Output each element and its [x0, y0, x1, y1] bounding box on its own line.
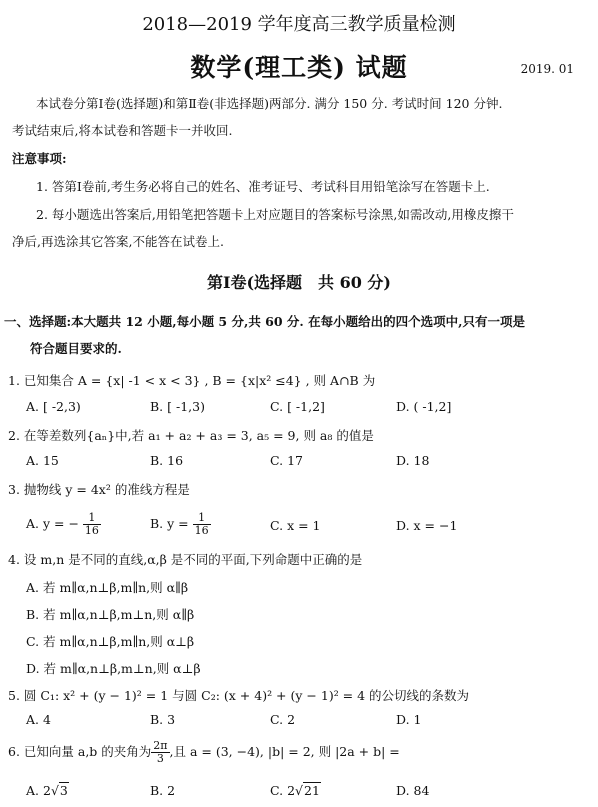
question-4-option-a: A. 若 m∥α,n⊥β,m∥n,则 α∥β — [26, 580, 189, 595]
notes-heading: 注意事项: — [12, 151, 67, 166]
question-3-option-b — [150, 512, 211, 537]
question-6-option-c — [270, 783, 321, 798]
fraction — [83, 512, 101, 537]
question-6-stem-suffix: ,且 a = (3, −4), |b| = 2, 则 |2a + b| = — [169, 744, 400, 760]
question-5-option-b: B. 3 — [150, 712, 176, 727]
question-1-option-d: D. ( -1,2] — [396, 399, 452, 414]
question-2-stem: 2. 在等差数列{aₙ}中,若 a₁ + a₂ + a₃ = 3, a₅ = 9, 则 a₈ 的值是 — [8, 428, 374, 443]
question-4-option-c: C. 若 m∥α,n⊥β,m∥n,则 α⊥β — [26, 634, 195, 649]
fraction-numerator: 1 — [193, 512, 211, 525]
exam-date: 2019. 01 — [520, 62, 574, 76]
option-a-prefix: A. 2 — [26, 783, 51, 798]
question-4-stem: 4. 设 m,n 是不同的直线,α,β 是不同的平面,下列命题中正确的是 — [8, 552, 363, 567]
note-2-line2: 净后,再选涂其它答案,不能答在试卷上. — [12, 234, 224, 249]
section-instruction-line2: 符合题目要求的. — [30, 341, 122, 356]
question-3-option-a — [26, 512, 101, 537]
sqrt-sign: √ — [295, 783, 303, 798]
question-1-option-b: B. [ -1,3) — [150, 399, 205, 414]
radicand: 21 — [304, 783, 320, 798]
question-6-stem — [8, 740, 400, 765]
question-4-option-b: B. 若 m∥α,n⊥β,m⊥n,则 α∥β — [26, 607, 195, 622]
option-a-prefix: A. y = − — [26, 516, 79, 532]
intro-line1: 本试卷分第Ⅰ卷(选择题)和第Ⅱ卷(非选择题)两部分. 满分 150 分. 考试时间 120 分钟. — [36, 96, 503, 111]
question-2-option-a: A. 15 — [26, 453, 59, 468]
question-5-option-a: A. 4 — [26, 712, 51, 727]
exam-title-line1: 2018—2019 学年度高三教学质量检测 — [142, 14, 456, 35]
question-1-option-a: A. [ -2,3) — [26, 399, 81, 414]
fraction-numerator: 2π — [153, 739, 168, 752]
fraction-denominator: 3 — [156, 752, 164, 766]
option-b-prefix: B. y = — [150, 516, 189, 532]
intro-line2: 考试结束后,将本试卷和答题卡一并收回. — [12, 123, 233, 138]
question-5-option-c: C. 2 — [270, 712, 296, 727]
fraction-denominator: 16 — [84, 524, 99, 538]
question-1-stem: 1. 已知集合 A = {x| -1 < x < 3} , B = {x|x² ≤4} , 则 A∩B 为 — [8, 373, 376, 388]
fraction — [151, 740, 169, 765]
question-2-option-b: B. 16 — [150, 453, 184, 468]
question-6-option-a — [26, 783, 69, 798]
sqrt-sign: √ — [50, 783, 59, 798]
question-5-stem: 5. 圆 C₁: x² + (y − 1)² = 1 与圆 C₂: (x + 4)² + (y − 1)² = 4 的公切线的条数为 — [8, 688, 470, 703]
question-3-option-c: C. x = 1 — [270, 518, 321, 533]
option-c-prefix: C. 2 — [270, 783, 296, 798]
fraction-denominator: 16 — [194, 524, 209, 538]
question-5-option-d: D. 1 — [396, 712, 422, 727]
question-6-stem-prefix: 6. 已知向量 a,b 的夹角为 — [8, 744, 152, 760]
question-4-option-d: D. 若 m∥α,n⊥β,m⊥n,则 α⊥β — [26, 661, 201, 676]
question-1-option-c: C. [ -1,2] — [270, 399, 325, 414]
fraction-numerator: 1 — [83, 512, 101, 525]
exam-title-line2: 数学(理工类) 试题 — [190, 53, 408, 82]
radicand: 3 — [59, 783, 68, 798]
section-instruction-line1: 一、选择题:本大题共 12 小题,每小题 5 分,共 60 分. 在每小题给出的四个选项中,只有一项是 — [4, 314, 525, 329]
question-6-option-d: D. 84 — [396, 783, 430, 798]
fraction — [193, 512, 211, 537]
question-6-option-b: B. 2 — [150, 783, 176, 798]
question-3-option-d: D. x = −1 — [396, 518, 458, 533]
question-2-option-d: D. 18 — [396, 453, 430, 468]
note-1: 1. 答第Ⅰ卷前,考生务必将自己的姓名、准考证号、考试科目用铅笔涂写在答题卡上. — [36, 179, 490, 194]
question-2-option-c: C. 17 — [270, 453, 303, 468]
note-2-line1: 2. 每小题选出答案后,用铅笔把答题卡上对应题目的答案标号涂黑,如需改动,用橡皮擦干 — [36, 207, 514, 222]
question-3-stem: 3. 抛物线 y = 4x² 的准线方程是 — [8, 482, 190, 497]
section-title: 第Ⅰ卷(选择题 共 60 分) — [206, 273, 392, 292]
